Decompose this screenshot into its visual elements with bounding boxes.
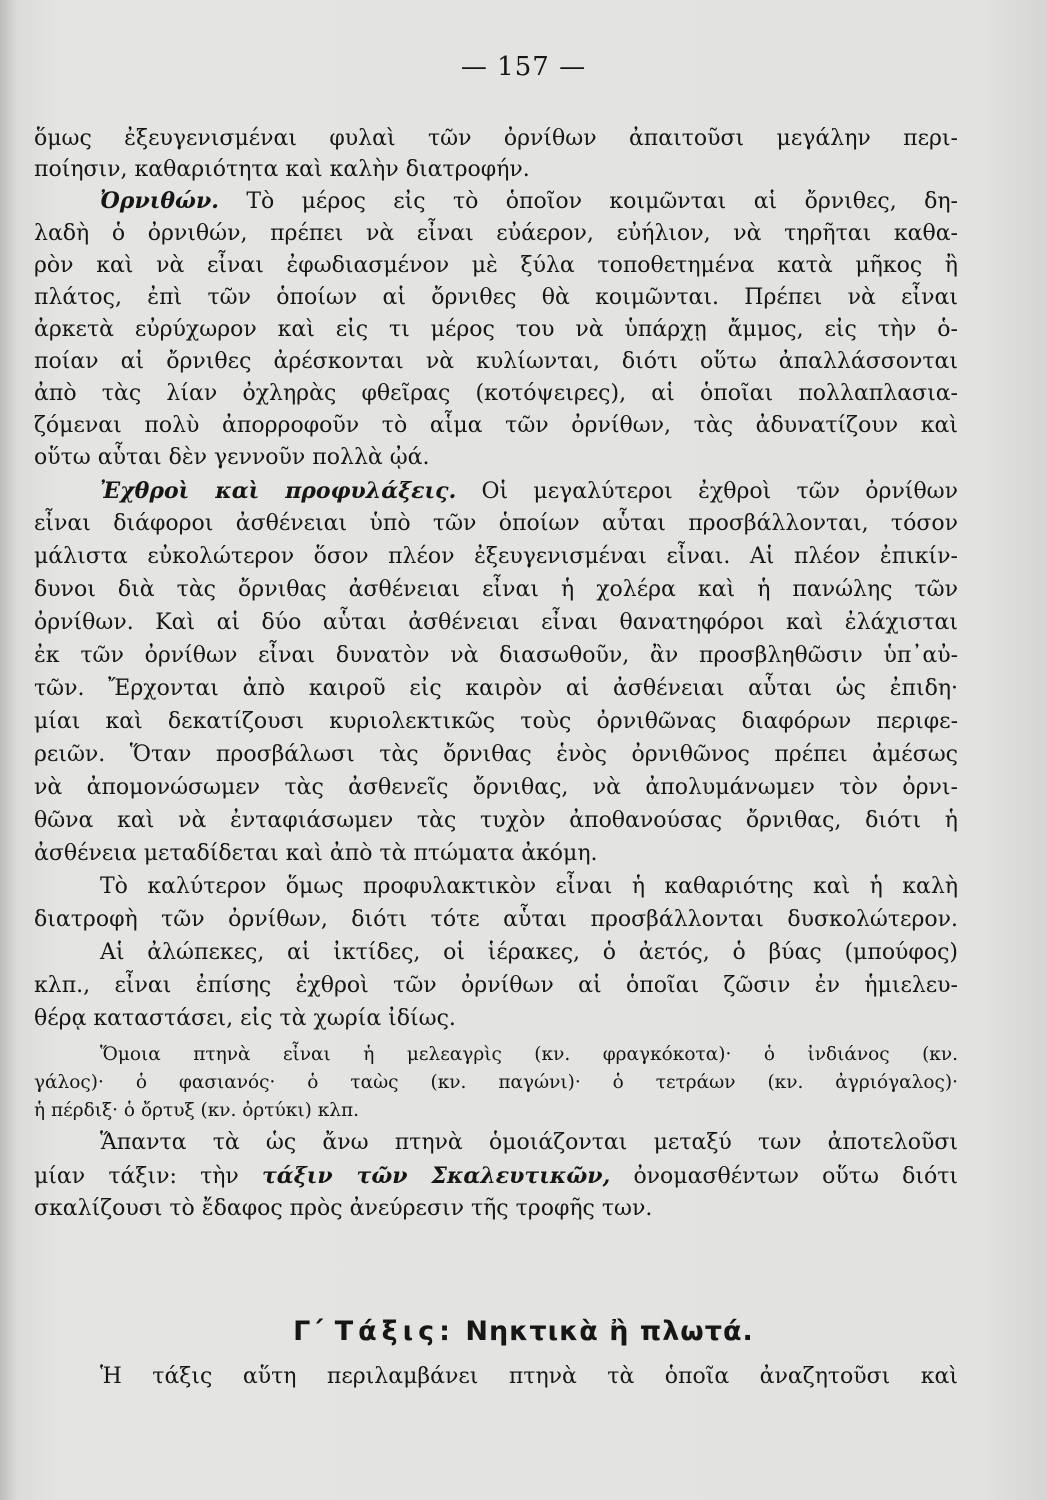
text-line: Ἅπαντα τὰ ὡς ἄνω πτηνὰ ὁμοιάζονται μεταξύ των ἀποτελοῦσι bbox=[100, 1130, 958, 1155]
small-text-line: γάλος)· ὁ φασιανός· ὁ ταὼς (κν. παγώνι)· ὁ τετράων (κν. ἀγριόγαλος)· bbox=[34, 1072, 958, 1093]
text-line: οὕτω αὗται δὲν γεννοῦν πολλὰ ᾠά. bbox=[34, 445, 430, 470]
text-line: λαδὴ ὁ ὀρνιθών, πρέπει νὰ εἶναι εὐάερον, εὐήλιον, νὰ τηρῆται καθα- bbox=[34, 221, 958, 246]
page-number: — 157 — bbox=[460, 52, 587, 82]
text-span: Οἱ μεγαλύτεροι ἐχθροὶ τῶν ὀρνίθων bbox=[481, 479, 958, 504]
section-heading bbox=[0, 1316, 1047, 1347]
text-line: Τὸ καλύτερον ὅμως προφυλακτικὸν εἶναι ἡ καθαριότης καὶ ἡ καλὴ bbox=[100, 874, 958, 899]
text-line: τῶν. Ἔρχονται ἀπὸ καιροῦ εἰς καιρὸν αἱ ἀσθένειαι αὗται ὡς ἐπιδη· bbox=[34, 676, 958, 701]
small-text-line: ἡ πέρδιξ· ὁ ὄρτυξ (κν. ὀρτύκι) κλπ. bbox=[34, 1100, 360, 1121]
heading-label: Γ΄ bbox=[293, 1316, 325, 1347]
text-line: πλάτος, ἐπὶ τῶν ὁποίων αἱ ὄρνιθες θὰ κοιμῶνται. Πρέπει νὰ εἶναι bbox=[34, 285, 958, 310]
text-line: θέρᾳ καταστάσει, εἰς τὰ χωρία ἰδίως. bbox=[34, 1006, 456, 1031]
term-enemies: Ἐχθροὶ καὶ προφυλάξεις. bbox=[100, 478, 457, 504]
text-line: ἀρκετὰ εὐρύχωρον καὶ εἰς τι μέρος του νὰ ὑπάρχῃ ἄμμος, εἰς τὴν ὁ- bbox=[34, 317, 958, 342]
text-line: ποίησιν, καθαριότητα καὶ καλὴν διατροφήν. bbox=[34, 157, 530, 182]
text-line: ποίαν αἱ ὄρνιθες ἀρέσκονται νὰ κυλίωνται, διότι οὕτω ἀπαλλάσσονται bbox=[34, 349, 958, 374]
text-line: ρὸν καὶ νὰ εἶναι ἐφωδιασμένον μὲ ξύλα τοποθετημένα κατὰ μῆκος ἢ bbox=[34, 253, 958, 278]
text-line: μίαι καὶ δεκατίζουσι κυριολεκτικῶς τοὺς ὀρνιθῶνας διαφόρων περιφε- bbox=[34, 709, 958, 734]
text-line: θῶνα καὶ νὰ ἐνταφιάσωμεν τὰς τυχὸν ἀποθανούσας ὄρνιθας, διότι ἡ bbox=[34, 808, 958, 833]
text-line: ὀρνίθων. Καὶ αἱ δύο αὗται ἀσθένειαι εἶναι θανατηφόροι καὶ ἐλάχισται bbox=[34, 610, 958, 635]
text-line: ἐκ τῶν ὀρνίθων εἶναι δυνατὸν νὰ διασωθοῦν, ἂν προσβληθῶσιν ὑπ᾽αὐ- bbox=[34, 643, 958, 668]
text-line: ἀσθένεια μεταδίδεται καὶ ἀπὸ τὰ πτώματα ἀκόμη. bbox=[34, 841, 598, 866]
text-line bbox=[34, 1161, 958, 1192]
text-line: ρειῶν. Ὅταν προσβάλωσι τὰς ὄρνιθας ἑνὸς ὀρνιθῶνος πρέπει ἀμέσως bbox=[34, 742, 958, 767]
text-line: ζόμεναι πολὺ ἀπορροφοῦν τὸ αἷμα τῶν ὀρνίθων, τὰς ἀδυνατίζουν καὶ bbox=[34, 413, 958, 438]
text-line: κλπ., εἶναι ἐπίσης ἐχθροὶ τῶν ὀρνίθων αἱ ὁποῖαι ζῶσιν ἐν ἡμιελευ- bbox=[34, 973, 958, 998]
text-line: Αἱ ἀλώπεκες, αἱ ἰκτίδες, οἱ ἱέρακες, ὁ ἀετός, ὁ βύας (μπούφος) bbox=[100, 940, 958, 965]
text-line: μάλιστα εὐκολώτερον ὅσον πλέον ἐξευγενισμέναι εἶναι. Αἱ πλέον ἐπικίν- bbox=[34, 544, 958, 569]
text-line: δυνοι διὰ τὰς ὄρνιθας ἀσθένειαι εἶναι ἡ χολέρα καὶ ἡ πανώλης τῶν bbox=[34, 577, 958, 602]
text-span: μίαν τάξιν: τὴν bbox=[34, 1164, 239, 1189]
text-span: ὀνομασθέντων οὕτω διότι bbox=[633, 1164, 958, 1189]
text-span: Τὸ μέρος εἰς τὸ ὁποῖον κοιμῶνται αἱ ὄρνιθες, δη- bbox=[246, 189, 958, 214]
text-line: ἀπὸ τὰς λίαν ὀχληρὰς φθεῖρας (κοτόψειρες), αἱ ὁποῖαι πολλαπλασια- bbox=[34, 381, 958, 406]
term-order: τάξιν τῶν Σκαλευτικῶν, bbox=[262, 1163, 611, 1189]
heading-word: Τάξις: bbox=[334, 1316, 455, 1347]
term-ornithon: Ὀρνιθών. bbox=[100, 188, 219, 214]
text-line: διατροφὴ τῶν ὀρνίθων, διότι τότε αὗται προσβάλλονται δυσκολώτερον. bbox=[34, 907, 958, 932]
text-line: νὰ ἀπομονώσωμεν τὰς ἀσθενεῖς ὄρνιθας, νὰ ἀπολυμάνωμεν τὸν ὀρνι- bbox=[34, 775, 958, 800]
text-line bbox=[100, 476, 958, 507]
small-text-line: Ὅμοια πτηνὰ εἶναι ἡ μελεαγρὶς (κν. φραγκόκοτα)· ὁ ἰνδιάνος (κν. bbox=[100, 1044, 958, 1065]
heading-title: Νηκτικὰ ἢ πλωτά. bbox=[465, 1316, 754, 1347]
text-line bbox=[100, 186, 958, 217]
text-line: εἶναι διάφοροι ἀσθένειαι ὑπὸ τῶν ὁποίων αὗται προσβάλλονται, τόσον bbox=[34, 511, 958, 536]
text-line: ὅμως ἐξευγενισμέναι φυλαὶ τῶν ὀρνίθων ἀπαιτοῦσι μεγάλην περι- bbox=[34, 126, 958, 151]
text-line: σκαλίζουσι τὸ ἔδαφος πρὸς ἀνεύρεσιν τῆς τροφῆς των. bbox=[34, 1196, 653, 1221]
text-line: Ἡ τάξις αὕτη περιλαμβάνει πτηνὰ τὰ ὁποῖα ἀναζητοῦσι καὶ bbox=[100, 1364, 958, 1389]
